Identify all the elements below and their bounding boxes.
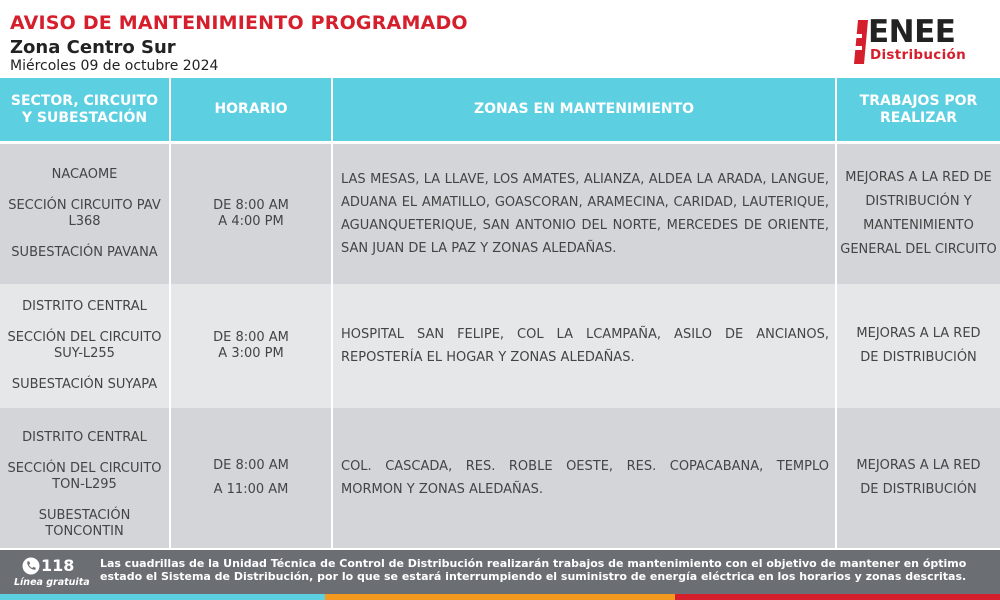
table-row: [0, 408, 1000, 548]
substation-name: SUBESTACIÓN PAVANA: [11, 245, 158, 260]
hours-cell: [170, 408, 332, 548]
color-strip-blue: [0, 594, 325, 600]
hours-from: DE 8:00 AM: [213, 198, 289, 213]
hotline-number: 118: [41, 556, 75, 575]
hours-to: A 4:00 PM: [218, 214, 284, 229]
works-line: GENERAL DEL CIRCUITO: [840, 242, 997, 257]
notice-title: AVISO DE MANTENIMIENTO PROGRAMADO: [10, 12, 468, 34]
circuit-name: SECCIÓN CIRCUITO PAV L368: [8, 198, 161, 229]
hours-cell: [170, 284, 332, 408]
circuit-name: SECCIÓN DEL CIRCUITO TON-L295: [7, 461, 162, 492]
hours-to: A 3:00 PM: [218, 346, 284, 361]
works-line: DISTRIBUCIÓN Y: [865, 194, 972, 209]
table-row: [0, 284, 1000, 408]
zones-cell: LAS MESAS, LA LLAVE, LOS AMATES, ALIANZA, ALDEA LA ARADA, LANGUE, ADUANA EL AMATILLO, GOASCORAN, ARAMECINA, CARIDAD, LAUTERIQUE, AGUANQUETERIQUE, SAN ANTONIO DEL NORTE, MERCEDES DE ORIENTE, SAN JUAN DE LA PAZ Y ZONAS ALEDAÑAS.: [332, 144, 836, 284]
works-cell: [836, 284, 1000, 408]
hotline-label: Línea gratuita: [14, 577, 90, 588]
hours-to: A 11:00 AM: [213, 482, 289, 497]
header-sector: SECTOR, CIRCUITO Y SUBESTACIÓN: [0, 78, 170, 141]
sector-name: NACAOME: [51, 167, 118, 182]
color-strip-red: [675, 594, 1000, 600]
works-cell: [836, 144, 1000, 284]
works-line: MEJORAS A LA RED: [856, 458, 981, 473]
maintenance-table: [0, 78, 1000, 548]
notice-date: Miércoles 09 de octubre 2024: [10, 58, 219, 74]
sector-cell: [0, 284, 170, 408]
enee-logo: [850, 16, 998, 66]
page-header: [0, 0, 1000, 78]
works-cell: [836, 408, 1000, 548]
hours-from: DE 8:00 AM: [213, 330, 289, 345]
works-line: DE DISTRIBUCIÓN: [860, 482, 977, 497]
header-zones: ZONAS EN MANTENIMIENTO: [332, 78, 836, 141]
footer-notice: Las cuadrillas de la Unidad Técnica de Control de Distribución realizarán trabajos de mantenimiento con el objetivo de mantener en óptimo estado el Sistema de Distribución, por lo que se estará interrumpiendo el suministro de energía eléctrica en los horarios y zonas descritas.: [100, 557, 967, 583]
zones-cell: COL. CASCADA, RES. ROBLE OESTE, RES. COPACABANA, TEMPLO MORMON Y ZONAS ALEDAÑAS.: [332, 408, 836, 548]
substation-name: SUBESTACIÓN TONCONTIN: [38, 508, 131, 539]
table-row: [0, 144, 1000, 284]
hours-cell: [170, 144, 332, 284]
sector-cell: [0, 408, 170, 548]
phone-icon: [22, 557, 40, 575]
logo-brand: ENEE: [868, 14, 956, 50]
works-line: MANTENIMIENTO: [863, 218, 974, 233]
substation-name: SUBESTACIÓN SUYAPA: [11, 377, 158, 392]
color-strip-orange: [325, 594, 675, 600]
zone-name: Zona Centro Sur: [10, 37, 176, 58]
hotline: [14, 555, 90, 591]
sector-name: DISTRITO CENTRAL: [22, 299, 147, 314]
table-header-row: [0, 78, 1000, 141]
footer-bar: [0, 550, 1000, 594]
circuit-name: SECCIÓN DEL CIRCUITO SUY-L255: [7, 330, 162, 361]
header-works: TRABAJOS POR REALIZAR: [836, 78, 1000, 141]
works-line: MEJORAS A LA RED: [856, 326, 981, 341]
sector-cell: [0, 144, 170, 284]
zones-cell: HOSPITAL SAN FELIPE, COL LA LCAMPAÑA, ASILO DE ANCIANOS, REPOSTERÍA EL HOGAR Y ZONAS ALEDAÑAS.: [332, 284, 836, 408]
works-line: DE DISTRIBUCIÓN: [860, 350, 977, 365]
works-line: MEJORAS A LA RED DE: [845, 170, 992, 185]
header-hours: HORARIO: [170, 78, 332, 141]
hours-from: DE 8:00 AM: [213, 458, 289, 473]
sector-name: DISTRITO CENTRAL: [22, 430, 147, 445]
logo-subtitle: Distribución: [870, 47, 966, 63]
